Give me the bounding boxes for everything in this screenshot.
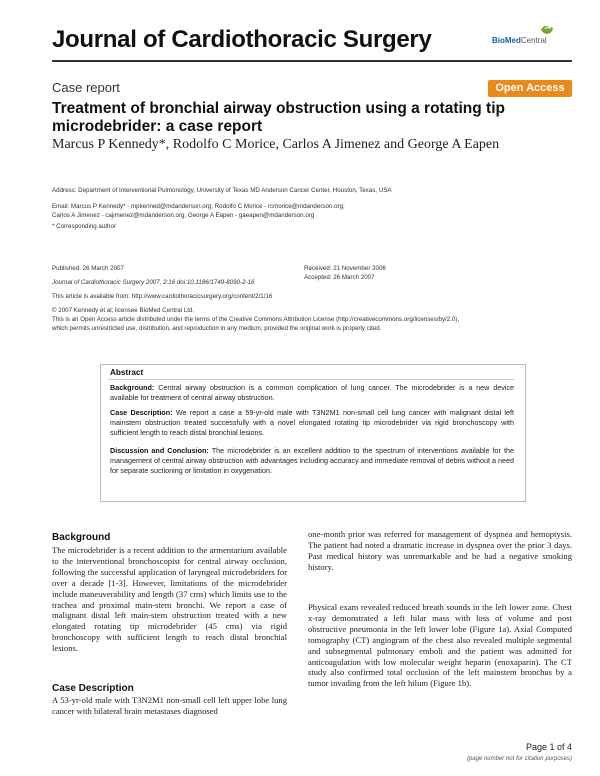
abstract-case-text: We report a case a 59-yr-old male with T3N2M1 non-small cell lung cancer with malignant distal left mainstem obstruction treated successfully with a novel elongated rotating tip microdebrider via rigid bronchoscopy with sufficient length to reach distal bronchial lesions. — [110, 408, 514, 437]
abstract-discussion-label: Discussion and Conclusion: — [110, 446, 209, 455]
abstract-background — [110, 383, 514, 403]
background-paragraph: The microdebrider is a recent addition to the armentarium available to the interventional bronchoscopist for central airway occlusion, following the successful application of laryngeal microdebriders for over a decade [1-3]. However, limitations of the microdebrider include maneuverability and length (37 cms) which limits use to the trachea and proximal main-stem bronchi. We report a case of malignant distal left main-stem obstruction treated with a new elongated rotating tip microdebrider (45 cms) via rigid bronchoscopy with sufficient length to reach distal bronchial lesions. — [52, 545, 287, 654]
article-title: Treatment of bronchial airway obstruction using a rotating tip microdebrider: a case report — [52, 100, 505, 135]
abstract-divider — [108, 379, 514, 380]
right-column-paragraph-2: Physical exam revealed reduced breath sounds in the left lower zone. Chest x-ray demonstrated a left hilar mass with loss of volume and post obstructive pneumonia in the left lower lobe (Figure 1a). Axial Computed tomography (CT) angiogram of the chest also revealed multiple segmental and subsegmental pulmonary emboli and the patient was admitted for anticoagulation with low molecular weight heparin (enoxaparin). The CT study also confirmed total occlusion of the left mainstem bronchus by a tumor invading from the left hilum (Figure 1b). — [308, 602, 572, 689]
abstract-case — [110, 408, 514, 438]
abstract-background-label: Background: — [110, 383, 155, 392]
article-authors: Marcus P Kennedy*, Rodolfo C Morice, Carlos A Jimenez and George A Eapen — [52, 137, 500, 152]
corresponding-author-note: * Corresponding author — [52, 223, 116, 230]
abstract-case-label: Case Description: — [110, 408, 173, 417]
citation: Journal of Cardiothoracic Surgery 2007, 2:16 doi:10.1186/1749-8090-2-16 — [52, 279, 255, 286]
received-date: Received: 21 November 2006 — [304, 265, 386, 272]
published-date: Published: 26 March 2007 — [52, 265, 124, 272]
copyright: © 2007 Kennedy et al; licensee BioMed Central Ltd. — [52, 307, 195, 314]
publisher-name-rest: Central — [520, 36, 547, 45]
abstract-background-text: Central airway obstruction is a common complication of lung cancer. The microdebrider is a new device available for treatment of central airway obstruction. — [110, 383, 515, 402]
case-description-heading: Case Description — [52, 683, 134, 694]
publisher-logo — [492, 36, 547, 45]
publisher-name-bold: BioMed — [492, 36, 521, 45]
license-line-2: which permits unrestricted use, distribution, and reproduction in any medium, provided the original work is properly cited. — [52, 325, 382, 332]
author-address: Address: Department of Interventional Pulmonology, University of Texas MD Anderson Cancer Center, Houston, Texas, USA — [52, 187, 392, 194]
abstract-discussion — [110, 446, 514, 476]
background-heading: Background — [52, 532, 111, 543]
article-type: Case report — [52, 80, 120, 95]
article-url[interactable]: This article is available from: http://www.cardiothoracicsurgery.org/content/2/1/16 — [52, 293, 273, 300]
header-rule — [52, 60, 572, 62]
biomed-central-logo-icon — [540, 24, 554, 36]
case-description-paragraph: A 53-yr-old male with T3N2M1 non-small cell left upper lobe lung cancer with bilateral brain metastases diagnosed — [52, 695, 287, 716]
author-emails-line-2: Carlos A Jimenez - cajimenez@mdanderson.org; George A Eapen - gaeapen@mdanderson.org — [52, 212, 315, 219]
journal-title: Journal of Cardiothoracic Surgery — [52, 26, 432, 53]
accepted-date: Accepted: 26 March 2007 — [304, 274, 375, 281]
citation-note: (page number not for citation purposes) — [466, 756, 572, 762]
abstract-discussion-text: The microdebrider is an excellent addition to the spectrum of interventions available for the management of central airway obstruction with advantages including accuracy and immediate removal of debris without a need for separate suctioning or limitation in oxygenation. — [110, 446, 514, 475]
open-access-badge: Open Access — [488, 80, 572, 97]
license-line-1: This is an Open Access article distributed under the terms of the Creative Commons Attribution License (http://creativecommons.org/licenses/by/2.0), — [52, 316, 460, 323]
author-emails-line-1: Email: Marcus P Kennedy* - mpkenned@mdanderson.org; Rodolfo C Morice - rcmorice@mdanderson.org; — [52, 203, 345, 210]
page-number: Page 1 of 4 — [525, 742, 572, 752]
right-column-paragraph-1: one-month prior was referred for management of dyspnea and hemoptysis. The patient had noted a dramatic increase in dyspnea over the prior 3 days. Past medical history was unremarkable and he had a negative smoking history. — [308, 529, 572, 572]
abstract-heading: Abstract — [110, 368, 144, 377]
